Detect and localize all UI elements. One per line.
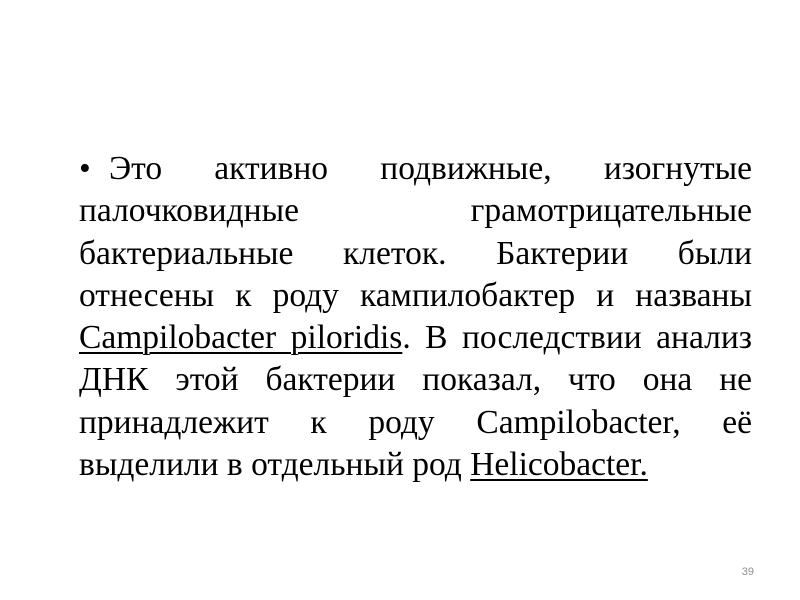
- page-number: 39: [741, 566, 754, 578]
- helicobacter-link[interactable]: Helicobacter.: [470, 446, 648, 484]
- campilobacter-piloridis-link[interactable]: Campilobacter piloridis: [79, 319, 403, 357]
- bullet-paragraph: [79, 148, 752, 486]
- paragraph-text-part-1: Это активно подвижные, изогнутые палочковидные грамотрицательные бактериальные клеток. Бактерии были отнесены к роду кампилобактер и названы: [79, 150, 752, 314]
- paragraph-text-part-2: . В последствии анализ ДНК этой бактерии показал, что она не принадлежит к роду Campilobacter, её выделили в отдельный род: [79, 319, 752, 484]
- bullet-icon: •: [79, 150, 91, 187]
